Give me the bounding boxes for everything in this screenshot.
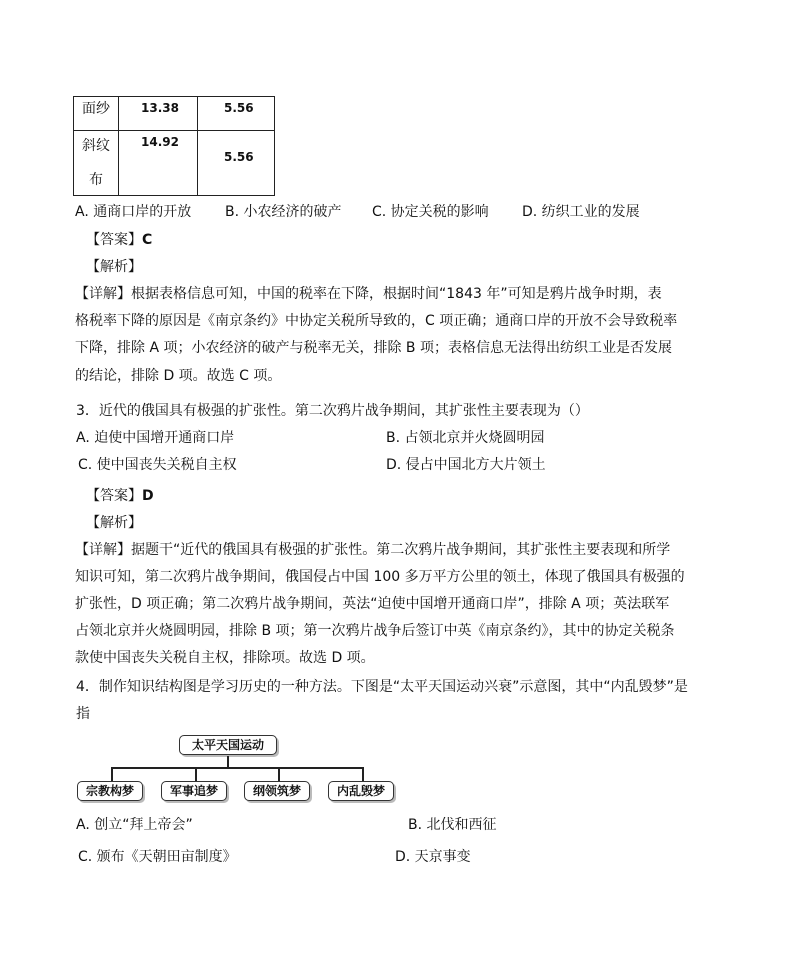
diagram-child-box: 纲领筑梦 <box>244 781 310 801</box>
q4-option-c: C. 颁布《天朝田亩制度》 <box>78 849 237 865</box>
table-cell <box>198 97 275 131</box>
table-cell <box>198 131 275 196</box>
connector-line <box>111 767 363 769</box>
answer-label: 【答案】 <box>86 232 142 248</box>
cell-value: 5.56 <box>224 150 254 164</box>
q4-stem-line1: 4．制作知识结构图是学习历史的一种方法。下图是“太平天国运动兴衰”示意图，其中“内乱毁梦”是 <box>76 679 688 695</box>
q3-answer <box>86 485 154 505</box>
table-row <box>74 97 275 131</box>
tax-rate-table <box>73 96 275 196</box>
connector-line <box>362 767 364 781</box>
q3-detail-line: 扩张性，D 项正确；第二次鸦片战争期间，英法“迫使中国增开通商口岸”，排除 A 项；英法联军 <box>75 596 670 612</box>
connector-line <box>111 767 113 781</box>
connector-line <box>278 767 280 781</box>
q2-option-a: A. 通商口岸的开放 <box>75 204 192 220</box>
answer-value: C <box>142 232 153 248</box>
q2-answer <box>86 229 152 249</box>
cell-value: 13.38 <box>141 101 179 115</box>
row-name-line1: 斜纹 <box>82 138 110 154</box>
q3-detail-line: 知识可知，第二次鸦片战争期间，俄国侵占中国 100 多万平方公里的领土，体现了俄国具有极强的 <box>75 569 685 585</box>
q3-option-a: A. 迫使中国增开通商口岸 <box>76 430 235 446</box>
q4-option-d: D. 天京事变 <box>395 849 471 865</box>
q2-analysis-label: 【解析】 <box>86 259 142 275</box>
table-cell <box>119 131 198 196</box>
q2-detail-line: 的结论，排除 D 项。故选 C 项。 <box>75 368 282 384</box>
cell-value: 5.56 <box>224 101 254 115</box>
q3-detail-line: 款使中国丧失关税自主权，排除项。故选 D 项。 <box>75 650 375 666</box>
table-cell <box>74 131 119 196</box>
q4-option-a: A. 创立“拜上帝会” <box>76 817 193 833</box>
q3-analysis-label: 【解析】 <box>86 515 142 531</box>
q2-detail-line: 下降，排除 A 项；小农经济的破产与税率无关，排除 B 项；表格信息无法得出纺织工业是否发展 <box>75 340 672 356</box>
answer-value: D <box>142 488 154 504</box>
q3-stem: 3．近代的俄国具有极强的扩张性。第二次鸦片战争期间，其扩张性主要表现为（） <box>76 403 589 419</box>
row-name: 面纱 <box>82 101 110 117</box>
q3-detail-line: 【详解】据题干“近代的俄国具有极强的扩张性。第二次鸦片战争期间，其扩张性主要表现和所学 <box>75 542 671 558</box>
diagram-child-box: 军事追梦 <box>161 781 227 801</box>
cell-value: 14.92 <box>141 135 179 149</box>
q2-detail-line: 【详解】根据表格信息可知，中国的税率在下降，根据时间“1843 年”可知是鸦片战争时期，表 <box>75 286 662 302</box>
q3-option-d: D. 侵占中国北方大片领土 <box>386 457 546 473</box>
diagram-root-box: 太平天国运动 <box>179 735 277 755</box>
q3-detail-line: 占领北京并火烧圆明园，排除 B 项；第一次鸦片战争后签订中英《南京条约》，其中的协定关税条 <box>75 623 675 639</box>
diagram-child-box: 内乱毁梦 <box>328 781 394 801</box>
q4-stem-line2: 指 <box>76 706 90 722</box>
q3-option-c: C. 使中国丧失关税自主权 <box>78 457 237 473</box>
q2-option-b: B. 小农经济的破产 <box>225 204 342 220</box>
row-name-line2: 布 <box>89 172 103 188</box>
q2-option-c: C. 协定关税的影响 <box>372 204 489 220</box>
q2-option-d: D. 纺织工业的发展 <box>522 204 640 220</box>
connector-line <box>195 767 197 781</box>
diagram-child-box: 宗教构梦 <box>77 781 143 801</box>
connector-line <box>227 756 229 767</box>
table-cell <box>119 97 198 131</box>
answer-label: 【答案】 <box>86 488 142 504</box>
q3-option-b: B. 占领北京并火烧圆明园 <box>386 430 545 446</box>
table-row <box>74 131 275 196</box>
q4-option-b: B. 北伐和西征 <box>408 817 497 833</box>
table-cell <box>74 97 119 131</box>
q2-detail-line: 格税率下降的原因是《南京条约》中协定关税所导致的，C 项正确；通商口岸的开放不会导致税率 <box>75 313 678 329</box>
